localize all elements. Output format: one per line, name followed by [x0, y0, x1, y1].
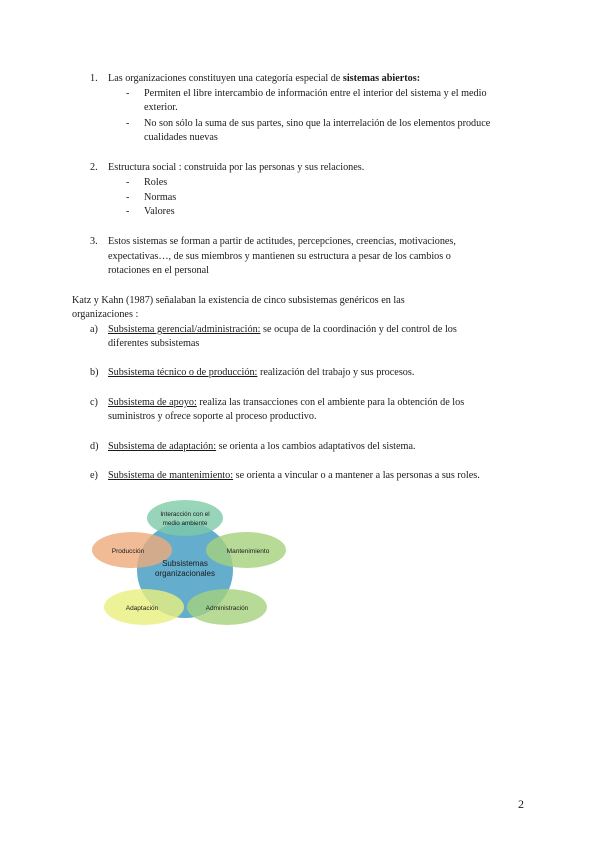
subsystem-title: Subsistema de apoyo: — [108, 397, 197, 408]
intro-text: Katz y Kahn (1987) señalaban la existencia de cinco subsistemas genéricos en las — [72, 295, 405, 306]
bullet-dash: - — [126, 118, 130, 129]
bullet-dash: - — [126, 206, 130, 217]
top-label-line1: Interacción con el — [160, 511, 210, 518]
center-label-line2: organizacionales — [154, 569, 216, 578]
subsystem-desc: se orienta a los cambios adaptativos del sistema. — [216, 441, 416, 452]
top-ellipse — [147, 500, 223, 536]
bottom-right-label: Administración — [205, 605, 249, 612]
list-number: 3. — [90, 236, 98, 247]
subsystem-title: Subsistema de adaptación: — [108, 441, 217, 452]
left-label: Producción — [111, 548, 145, 555]
center-label-line1: Subsistemas — [162, 559, 208, 568]
subsystem-letter: c) — [90, 397, 98, 408]
page-number: 2 — [518, 797, 524, 811]
list-number: 1. — [90, 73, 98, 84]
subsystem-letter: e) — [90, 470, 98, 481]
subsystem-title: Subsistema técnico o de producción: — [108, 367, 258, 378]
list-text-bold: sistemas abiertos: — [342, 73, 421, 84]
bullet-text: Normas — [144, 192, 177, 203]
right-label: Mantenimiento — [226, 548, 270, 555]
bottom-left-label: Adaptación — [125, 605, 159, 612]
bullet-text: No son sólo la suma de sus partes, sino que la interrelación de los elementos produce — [144, 118, 491, 129]
subsystem-desc: se ocupa de la coordinación y del control de los — [260, 324, 457, 335]
bullet-text: Permiten el libre intercambio de información entre el interior del sistema y el medio — [144, 88, 487, 99]
list-text-plain: Las organizaciones constituyen una categoría especial de — [108, 73, 343, 84]
subsystem-title: Subsistema de mantenimiento: — [108, 470, 234, 481]
subsystem-letter: d) — [90, 441, 99, 452]
subsystem-desc: realización del trabajo y sus procesos. — [257, 367, 415, 378]
bullet-text: Valores — [144, 206, 175, 217]
bullet-text: Roles — [144, 177, 168, 188]
subsystem-letter: a) — [90, 324, 98, 335]
bullet-dash: - — [126, 88, 130, 99]
list-text-cont: expectativas…, de sus miembros y mantienen su estructura a pesar de los cambios o — [108, 251, 451, 262]
list-number: 2. — [90, 162, 98, 173]
subsystem-desc-cont: suministros y ofrece soporte al proceso productivo. — [108, 411, 317, 422]
list-text-cont: rotaciones en el personal — [108, 265, 209, 276]
intro-text-cont: organizaciones : — [72, 309, 139, 320]
bullet-dash: - — [126, 177, 130, 188]
subsystem-desc-cont: diferentes subsistemas — [108, 338, 200, 349]
list-text: Estructura social : construida por las personas y sus relaciones. — [108, 162, 365, 173]
subsystem-desc: se orienta a vincular o a mantener a las personas a sus roles. — [233, 470, 480, 481]
subsystem-desc: realiza las transacciones con el ambiente para la obtención de los — [196, 397, 465, 408]
list-text: Estos sistemas se forman a partir de actitudes, percepciones, creencias, motivaciones, — [108, 236, 456, 247]
top-label-line2: medio ambiente — [162, 520, 208, 527]
bullet-text-cont: cualidades nuevas — [144, 132, 218, 143]
bullet-dash: - — [126, 192, 130, 203]
subsystem-letter: b) — [90, 367, 99, 378]
bullet-text-cont: exterior. — [144, 102, 178, 113]
subsystem-title: Subsistema gerencial/administración: — [108, 324, 261, 335]
